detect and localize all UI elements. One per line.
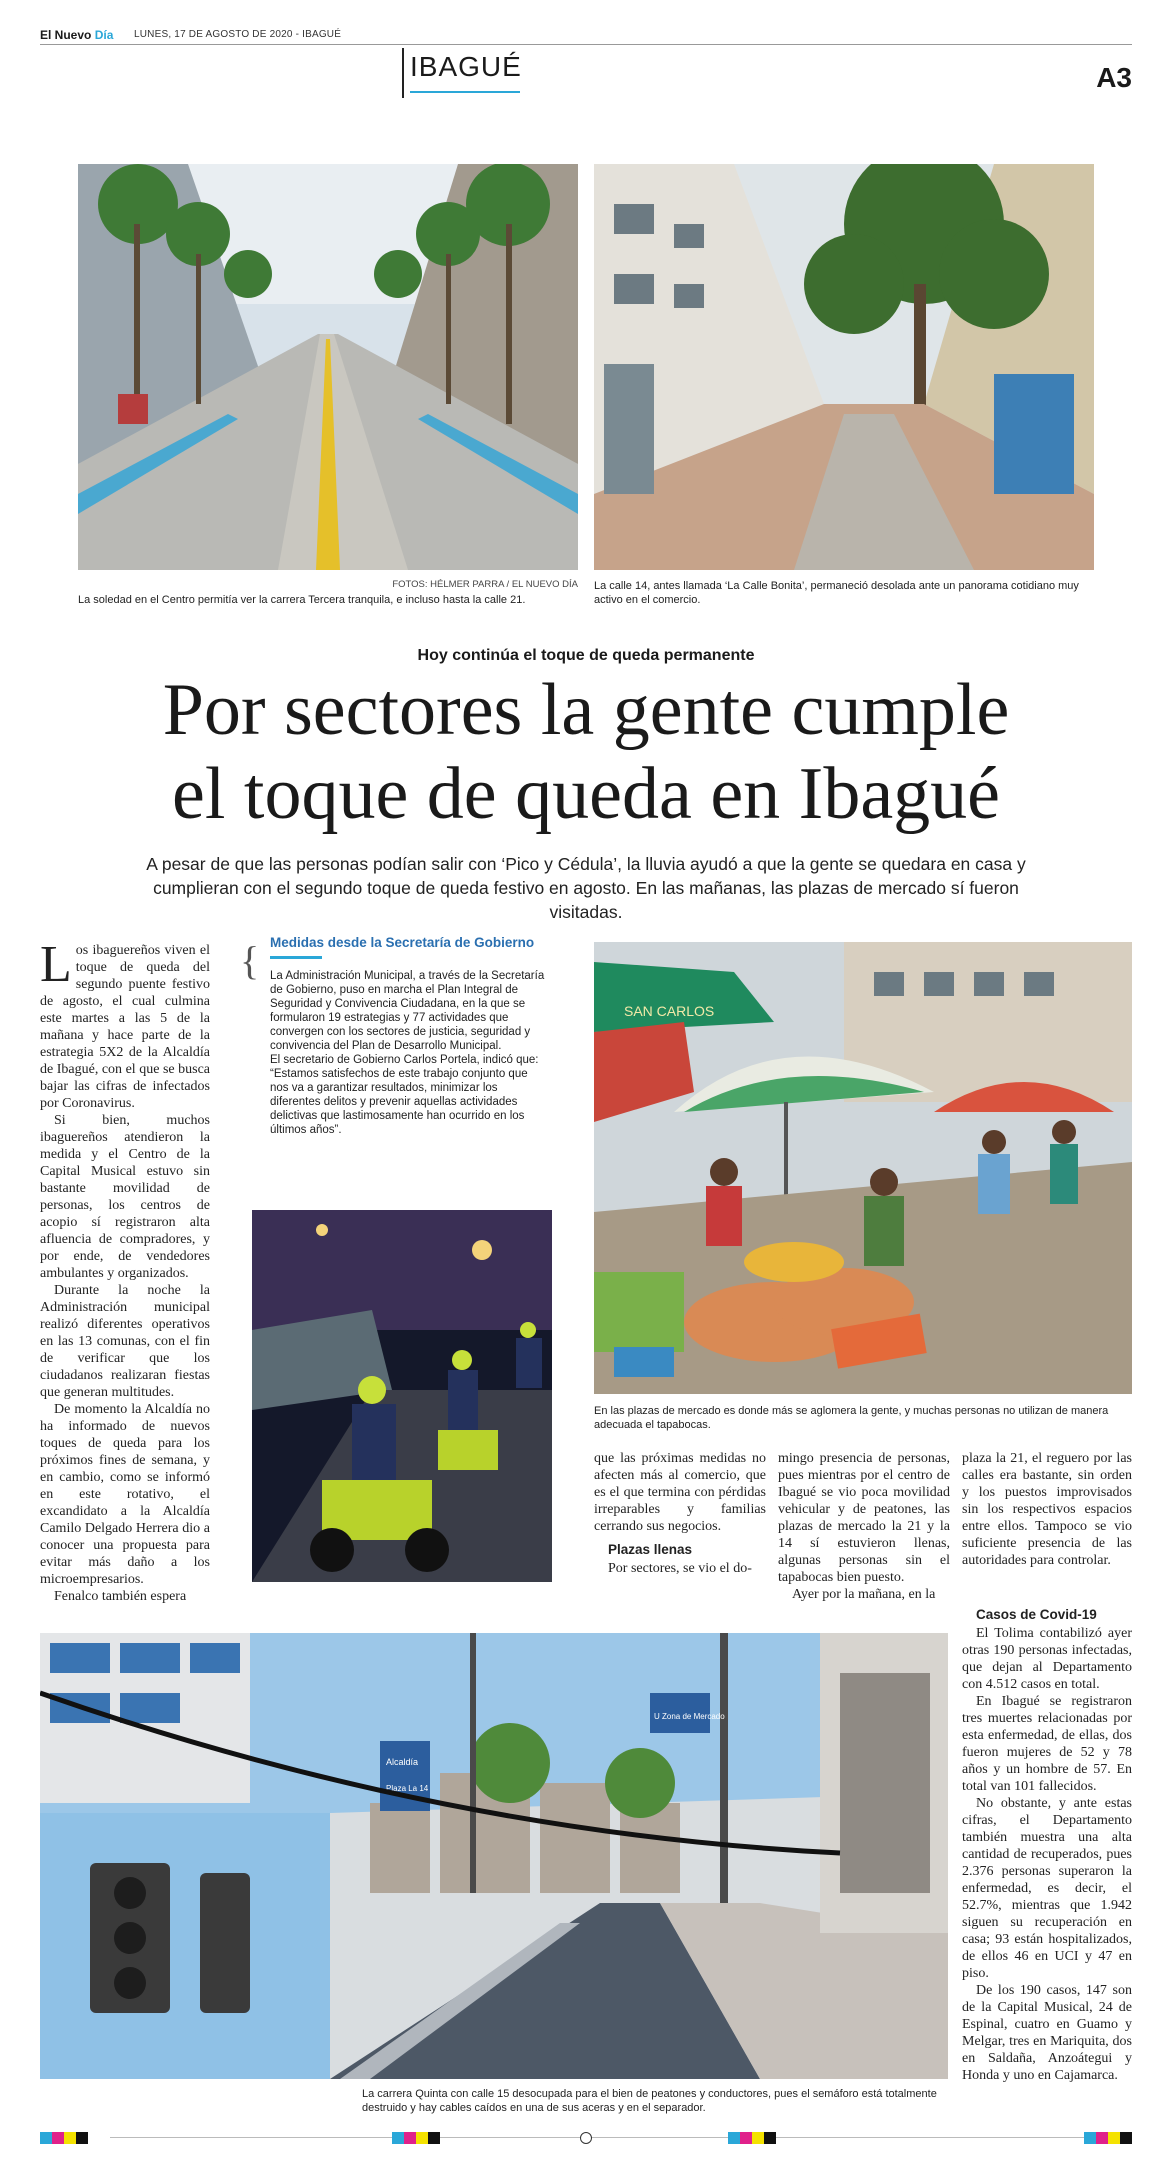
paragraph: De momento la Alcaldía no ha informado de nuevos toques de queda para los próximos fines de semana, y en cambio, como se informó en este rotativo, el excandidato a la Alcaldía Camilo Delgado Herrera dio a conocer una propuesta para evitar más daño a los microempresarios. — [40, 1402, 210, 1587]
paragraph: Fenalco también espera — [54, 1589, 187, 1604]
print-color-bar — [40, 2132, 1132, 2144]
headline-line-2: el toque de queda en Ibagué — [171, 753, 1001, 835]
paragraph: Si bien, muchos ibaguereños atendieron la medida y el Centro de la Capital Musical estuvo sin bastante movilidad de personas, los centros de acopio sí registraron alta afluencia de compradores, y por ende, de vendedores ambulantes y organizados. — [40, 1113, 210, 1281]
section-underline — [410, 91, 520, 93]
photo-market-plaza[interactable] — [594, 942, 1132, 1394]
paragraph: Por sectores, se vio el do- — [608, 1561, 752, 1576]
sidebar-paragraph: El secretario de Gobierno Carlos Portela, indicó que: “Estamos satisfechos de este trabajo conjunto que nos va a garantizar resultados, minimizar los diferentes delitos y prevenir aquellas actividades delictivas que lastimosamente han ocurrido en los últimos años”. — [270, 1054, 539, 1136]
photo-carrera-quinta[interactable] — [40, 1633, 948, 2079]
article-column-2 — [594, 1450, 766, 1577]
paragraph: plaza la 21, el reguero por las calles era bastante, sin orden y los puestos improvisados sin los respectivos espacios entre ellos. Tampoco se vio suficiente presencia de las autoridades para controlar. — [962, 1451, 1132, 1568]
dateline: LUNES, 17 DE AGOSTO DE 2020 - IBAGUÉ — [134, 29, 342, 40]
page-number: A3 — [1096, 62, 1132, 93]
paragraph: No obstante, y ante estas cifras, el Departamento también muestra una alta cantidad de recuperados, pues 2.376 personas superaron la enfermedad, es decir, el 52.7%, mientras que 1.942 siguen su recuperación en casa; 93 están hospitalizados, de ellos 46 en UCI y 47 en piso. — [962, 1796, 1132, 1981]
paragraph: Ayer por la mañana, en la — [792, 1587, 936, 1602]
street-sign-3: U Zona de Mercado — [654, 1712, 725, 1721]
photo-credit: FOTOS: HÉLMER PARRA / EL NUEVO DÍA — [392, 579, 578, 590]
sidebar-title: Medidas desde la Secretaría de Gobierno — [270, 935, 535, 950]
caption-photo-2: La calle 14, antes llamada ‘La Calle Bonita’, permaneció desolada ante un panorama cotidiano muy activo en el comercio. — [594, 580, 1079, 606]
paragraph: que las próximas medidas no afecten más al comercio, que es el que termina con pérdidas irreparables y familias cerrando sus negocios. — [594, 1451, 766, 1534]
paragraph: os ibaguereños viven el toque de queda del segundo puente festivo de agosto, el cual culmina este martes a las 5 de la mañana y hace parte de la estrategia 5X2 de la Alcaldía de Ibagué, con el que se busca bajar las cifras de infectados por Coronavirus. — [40, 943, 210, 1111]
brand-name: El Nuevo — [40, 28, 92, 42]
headline-line-1: Por sectores la gente cumple — [162, 669, 1010, 751]
paragraph: En Ibagué se registraron tres muertes relacionadas por esta enfermedad, de ellas, dos fueron mujeres de 52 y 78 años y un hombre de 57. En total van 101 fallecidos. — [962, 1694, 1132, 1794]
caption-photo-1: La soledad en el Centro permitía ver la carrera Tercera tranquila, e incluso hasta la calle 21. — [78, 594, 526, 606]
market-awning-label: SAN CARLOS — [624, 1003, 715, 1019]
kicker: Hoy continúa el toque de queda permanente — [417, 647, 755, 664]
subhead-plazas: Plazas llenas — [608, 1542, 693, 1557]
section-title: IBAGUÉ — [402, 48, 522, 98]
sidebar-brace: { — [240, 938, 260, 983]
paragraph: El Tolima contabilizó ayer otras 190 personas infectadas, que dejan al Departamento con 4.512 casos en total. — [962, 1626, 1132, 1692]
paragraph: Durante la noche la Administración municipal realizó diferentes operativos en las 13 comunas, con el fin de verificar que los ciudadanos realizaran fiestas que generan multitudes. — [40, 1283, 210, 1400]
article-column-4 — [962, 1450, 1132, 1569]
brand-logo[interactable] — [40, 28, 113, 42]
masthead-rule — [40, 44, 1132, 45]
sidebar-rule — [270, 956, 322, 959]
subhead-covid: Casos de Covid-19 — [976, 1607, 1097, 1622]
photo-calle-14[interactable] — [594, 164, 1094, 570]
photo-carrera-tercera[interactable] — [78, 164, 578, 570]
street-sign-2: Plaza La 14 — [386, 1784, 429, 1793]
brand-name-accent: Día — [94, 28, 114, 42]
sidebar-paragraph: La Administración Municipal, a través de la Secretaría de Gobierno, puso en marcha el Plan Integral de Seguridad y Convivencia Ciudadana, en la que se formularon 19 estrategias y 77 actividades que convergen con los sectores de justicia, seguridad y convivencia del Plan de Desarrollo Municipal. — [270, 970, 545, 1052]
headline — [0, 668, 1172, 836]
article-column-5 — [962, 1600, 1132, 2084]
article-column-1 — [40, 936, 210, 1605]
article-column-3 — [778, 1450, 950, 1603]
paragraph: mingo presencia de personas, pues mientras por el centro de Ibagué se vio poca movilidad vehicular y de peatones, las plazas de mercado la 21 y la 14 sí estuvieron llenas, algunas personas sin el tapabocas bien puesto. — [778, 1451, 950, 1585]
street-sign-1: Alcaldía — [386, 1757, 419, 1767]
photo-police-operation[interactable] — [252, 1210, 552, 1582]
deck: A pesar de que las personas podían salir con ‘Pico y Cédula’, la lluvia ayudó a que la gente se quedara en casa y cumplieran con el segundo toque de queda festivo en agosto. En las mañanas, las plazas de mercado sí fueron visitadas. — [146, 854, 1026, 922]
caption-street: La carrera Quinta con calle 15 desocupada para el bien de peatones y conductores, pues el semáforo está totalmente destruido y hay cables caídos en una de sus aceras y en el separador. — [362, 2088, 937, 2114]
dropcap: L — [40, 936, 72, 993]
sidebar-box — [270, 935, 548, 1137]
paragraph: De los 190 casos, 147 son de la Capital Musical, 24 de Espinal, cuatro en Guamo y Melgar, tres en Mariquita, dos en Saldaña, Anzoátegui y Honda y uno en Cajamarca. — [962, 1983, 1132, 2083]
caption-market: En las plazas de mercado es donde más se aglomera la gente, y muchas personas no utilizan de manera adecuada el tapabocas. — [594, 1405, 1109, 1431]
